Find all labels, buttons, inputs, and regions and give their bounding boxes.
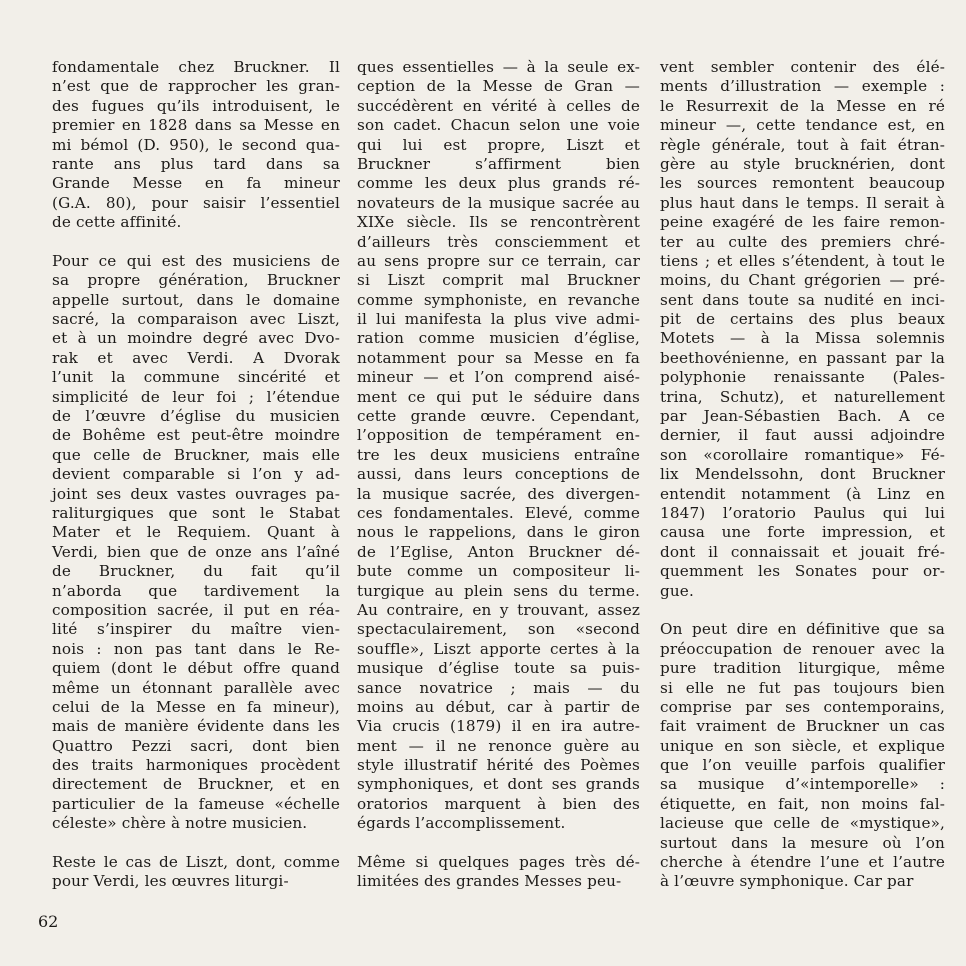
text-line: causa une forte impression, et (660, 523, 945, 542)
paragraph-gap (660, 601, 945, 620)
text-line: ces fondamentales. Elevé, comme (357, 503, 640, 522)
text-line: de l’œuvre d’église du musicien (52, 407, 340, 426)
text-line: de Bohême est peut-être moindre (52, 426, 340, 445)
text-line: comme les deux plus grands ré- (357, 174, 640, 193)
text-line: bute comme un compositeur li- (357, 562, 640, 581)
text-line: surtout dans la mesure où l’on (660, 833, 945, 852)
text-line: mineur — et l’on comprend aisé- (357, 368, 640, 387)
text-line: appelle surtout, dans le domaine (52, 290, 340, 309)
text-line: trina, Schutz), et naturellement (660, 387, 945, 406)
text-line: qui lui est propre, Liszt et (357, 135, 640, 154)
text-line: la musique sacrée, des divergen- (357, 484, 640, 503)
text-line: pour Verdi, les œuvres liturgi- (52, 872, 289, 891)
text-line: au sens propre sur ce terrain, car (357, 251, 640, 270)
text-line: Bruckner s’affirment bien (357, 154, 640, 173)
text-line: les sources remontent beaucoup (660, 174, 945, 193)
text-line: mais de manière évidente dans les (52, 717, 340, 736)
text-line: limitées des grandes Messes peu- (357, 872, 622, 891)
text-line: d’ailleurs très consciemment et (357, 232, 640, 251)
text-line: (G.A. 80), pour saisir l’essentiel (52, 193, 340, 212)
text-line: novateurs de la musique sacrée au (357, 193, 640, 212)
text-line: aussi, dans leurs conceptions de (357, 465, 640, 484)
text-line: mi bémol (D. 950), le second qua- (52, 135, 340, 154)
text-line: règle générale, tout à fait étran- (660, 135, 945, 154)
text-line: préoccupation de renouer avec la (660, 639, 945, 658)
text-line: n’est que de rapprocher les gran- (52, 77, 340, 96)
text-line: polyphonie renaissante (Pales- (660, 368, 945, 387)
text-line: le Resurrexit de la Messe en ré (660, 96, 945, 115)
text-line: fondamentale chez Bruckner. Il (52, 58, 340, 76)
text-line: sance novatrice ; mais — du (357, 678, 640, 697)
text-line: par Jean-Sébastien Bach. A ce (660, 407, 945, 426)
text-line: tiens ; et elles s’étendent, à tout le (660, 251, 945, 270)
text-line: que celle de Bruckner, mais elle (52, 445, 340, 464)
text-line: l’unit la commune sincérité et (52, 368, 340, 387)
paragraph-gap (357, 834, 640, 853)
text-line: vent sembler contenir des élé- (660, 58, 945, 76)
text-line: cette grande œuvre. Cependant, (357, 407, 640, 426)
text-line: si Liszt comprit mal Bruckner (357, 271, 640, 290)
text-line: symphoniques, et dont ses grands (357, 775, 640, 794)
text-line: souffle», Liszt apporte certes à la (357, 639, 640, 658)
text-line: turgique au plein sens du terme. (357, 581, 640, 600)
text-line: Grande Messe en fa mineur (52, 174, 340, 193)
text-line: sa musique d’«intemporelle» : (660, 775, 945, 794)
paragraph-gap (52, 834, 340, 853)
text-line: même un étonnant parallèle avec (52, 678, 340, 697)
text-line: céleste» chère à notre musicien. (52, 814, 308, 833)
text-line: comme symphoniste, en revanche (357, 290, 640, 309)
text-line: succédèrent en vérité à celles de (357, 96, 640, 115)
text-line: 1847) l’oratorio Paulus qui lui (660, 503, 945, 522)
text-line: pit de certains des plus beaux (660, 310, 945, 329)
text-line: entendit notamment (à Linz en (660, 484, 945, 503)
text-line: mineur —, cette tendance est, en (660, 116, 945, 135)
text-line: des traits harmoniques procèdent (52, 756, 340, 775)
text-line: sent dans toute sa nudité en inci- (660, 290, 945, 309)
text-line: ter au culte des premiers chré- (660, 232, 945, 251)
text-line: XIXe siècle. Ils se rencontrèrent (357, 213, 640, 232)
text-line: premier en 1828 dans sa Messe en (52, 116, 340, 135)
text-line: pure tradition liturgique, même (660, 659, 945, 678)
paragraph-gap (52, 233, 340, 252)
text-line: oratorios marquent à bien des (357, 794, 640, 813)
text-column-2 (357, 58, 640, 892)
text-line: tre les deux musiciens entraîne (357, 445, 640, 464)
text-line: nous le rappelions, dans le giron (357, 523, 640, 542)
text-line: spectaculairement, son «second (357, 620, 640, 639)
text-line: Verdi, bien que de onze ans l’aîné (52, 542, 340, 561)
text-line: lité s’inspirer du maître vien- (52, 620, 340, 639)
text-line: de cette affinité. (52, 213, 182, 232)
text-line: étiquette, en fait, non moins fal- (660, 794, 945, 813)
text-line: directement de Bruckner, et en (52, 775, 340, 794)
text-line: à l’œuvre symphonique. Car par (660, 872, 914, 891)
text-line: cherche à étendre l’une et l’autre (660, 853, 945, 872)
text-line: dont il connaissait et jouait fré- (660, 542, 945, 561)
text-line: celui de la Messe en fa mineur), (52, 697, 340, 716)
text-line: lacieuse que celle de «mystique», (660, 814, 945, 833)
text-line: comprise par ses contemporains, (660, 697, 945, 716)
page-number: 62 (38, 912, 59, 931)
text-line: égards l’accomplissement. (357, 814, 566, 833)
text-column-3 (660, 58, 945, 892)
text-line: sa propre génération, Bruckner (52, 271, 340, 290)
text-line: quemment les Sonates pour or- (660, 562, 945, 581)
text-line: composition sacrée, il put en réa- (52, 600, 340, 619)
text-line: beethovénienne, en passant par la (660, 348, 945, 367)
text-line: ception de la Messe de Gran — (357, 77, 640, 96)
text-line: fait vraiment de Bruckner un cas (660, 717, 945, 736)
text-line: Reste le cas de Liszt, dont, comme (52, 853, 340, 872)
text-line: Au contraire, en y trouvant, assez (357, 600, 640, 619)
text-line: joint ses deux vastes ouvrages pa- (52, 484, 340, 503)
text-line: ration comme musicien d’église, (357, 329, 640, 348)
text-line: si elle ne fut pas toujours bien (660, 678, 945, 697)
text-line: rante ans plus tard dans sa (52, 154, 340, 173)
text-line: ment — il ne renonce guère au (357, 736, 640, 755)
text-line: ques essentielles — à la seule ex- (357, 58, 640, 76)
text-line: l’opposition de tempérament en- (357, 426, 640, 445)
text-line: gère au style brucknérien, dont (660, 154, 945, 173)
text-line: unique en son siècle, et explique (660, 736, 945, 755)
text-line: dernier, il faut aussi adjoindre (660, 426, 945, 445)
text-line: ments d’illustration — exemple : (660, 77, 945, 96)
text-line: que l’on veuille parfois qualifier (660, 756, 945, 775)
text-line: de l’Eglise, Anton Bruckner dé- (357, 542, 640, 561)
text-line: rak et avec Verdi. A Dvorak (52, 348, 340, 367)
text-line: n’aborda que tardivement la (52, 581, 340, 600)
text-line: raliturgiques que sont le Stabat (52, 503, 340, 522)
text-line: particulier de la fameuse «échelle (52, 794, 340, 813)
text-line: Via crucis (1879) il en ira autre- (357, 717, 640, 736)
text-line: Pour ce qui est des musiciens de (52, 251, 340, 270)
text-line: Même si quelques pages très dé- (357, 853, 640, 872)
text-line: style illustratif hérité des Poèmes (357, 756, 640, 775)
text-line: plus haut dans le temps. Il serait à (660, 193, 945, 212)
text-line: il lui manifesta la plus vive admi- (357, 310, 640, 329)
text-line: son cadet. Chacun selon une voie (357, 116, 640, 135)
text-line: musique d’église toute sa puis- (357, 659, 640, 678)
text-line: des fugues qu’ils introduisent, le (52, 96, 340, 115)
text-line: simplicité de leur foi ; l’étendue (52, 387, 340, 406)
text-line: sacré, la comparaison avec Liszt, (52, 310, 340, 329)
text-line: On peut dire en définitive que sa (660, 620, 945, 639)
text-line: moins au début, car à partir de (357, 697, 640, 716)
text-line: de Bruckner, du fait qu’il (52, 562, 340, 581)
text-line: moins, du Chant grégorien — pré- (660, 271, 945, 290)
text-line: son «corollaire romantique» Fé- (660, 445, 945, 464)
text-line: Quattro Pezzi sacri, dont bien (52, 736, 340, 755)
text-line: Motets — à la Missa solemnis (660, 329, 945, 348)
text-line: gue. (660, 581, 694, 600)
text-line: devient comparable si l’on y ad- (52, 465, 340, 484)
text-line: et à un moindre degré avec Dvo- (52, 329, 340, 348)
text-line: nois : non pas tant dans le Re- (52, 639, 340, 658)
text-line: quiem (dont le début offre quand (52, 659, 340, 678)
text-column-1 (52, 58, 340, 892)
text-line: Mater et le Requiem. Quant à (52, 523, 340, 542)
text-line: peine exagéré de les faire remon- (660, 213, 945, 232)
text-line: notamment pour sa Messe en fa (357, 348, 640, 367)
text-line: ment ce qui put le séduire dans (357, 387, 640, 406)
text-line: lix Mendelssohn, dont Bruckner (660, 465, 945, 484)
